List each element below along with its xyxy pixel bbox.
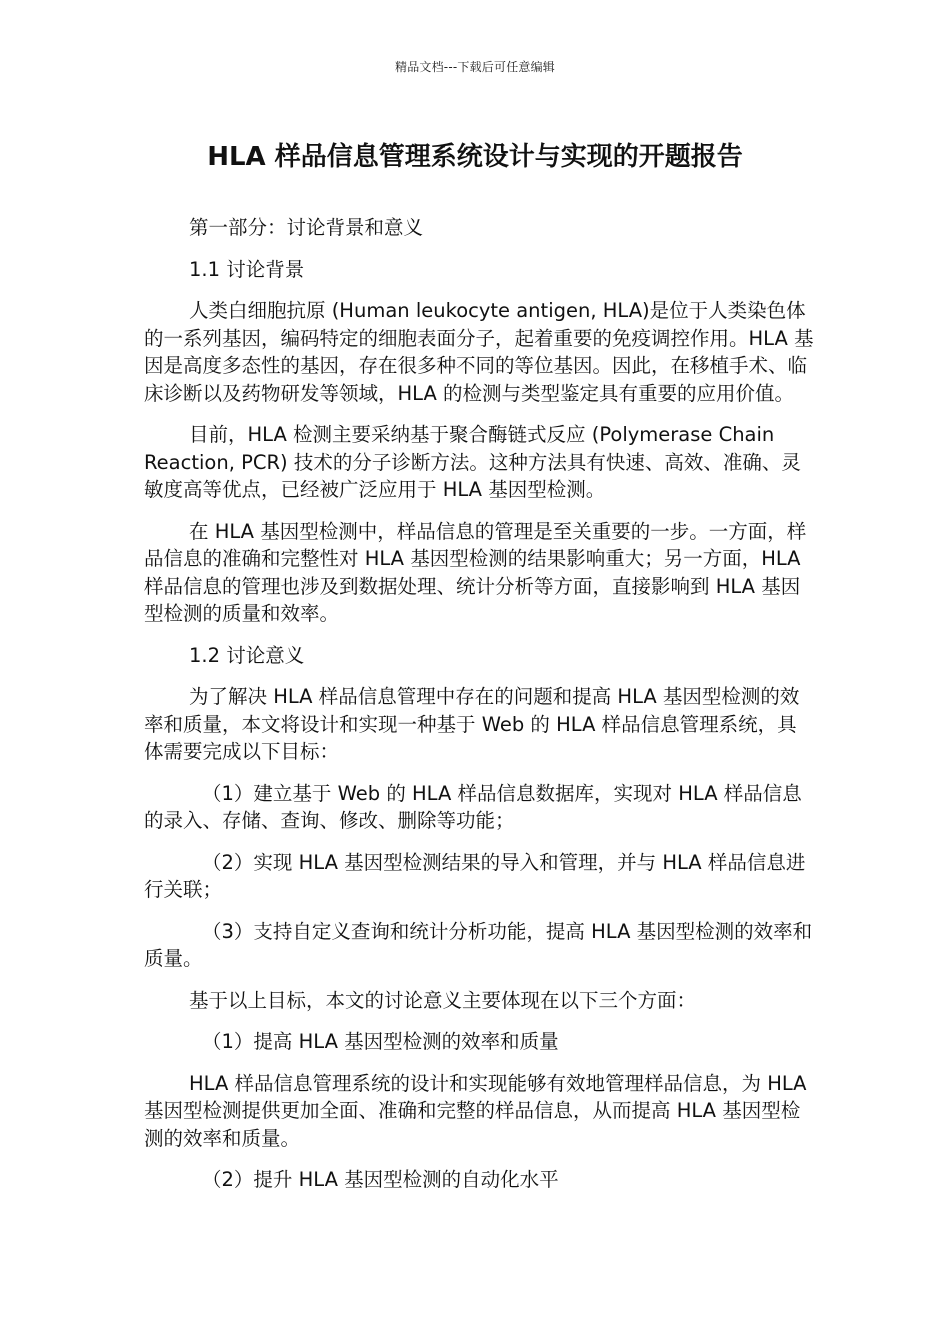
subsection-heading-background: 1.1 讨论背景 bbox=[189, 257, 305, 281]
goal-item-3: （3）支持自定义查询和统计分析功能，提高 HLA 基因型检测的效率和质量。 bbox=[144, 919, 813, 970]
document-body bbox=[144, 214, 816, 1208]
goal-item-1: （1）建立基于 Web 的 HLA 样品信息数据库，实现对 HLA 样品信息的录入、存储、查询、修改、删除等功能； bbox=[144, 781, 802, 832]
paragraph-pcr-method: 目前，HLA 检测主要采纳基于聚合酶链式反应 (Polymerase Chain Reaction, PCR) 技术的分子诊断方法。这种方法具有快速、高效、准确、灵敏度高等优点，已经被广泛应用于 HLA 基因型检测。 bbox=[144, 423, 801, 501]
paragraph-sample-management: 在 HLA 基因型检测中，样品信息的管理是至关重要的一步。一方面，样品信息的准确和完整性对 HLA 基因型检测的结果影响重大；另一方面，HLA 样品信息的管理也涉及到数据处理、统计分析等方面，直接影响到 HLA 基因型检测的质量和效率。 bbox=[144, 519, 807, 625]
page-header: 精品文档---下载后可任意编辑 bbox=[395, 60, 555, 74]
significance-item-2: （2）提升 HLA 基因型检测的自动化水平 bbox=[202, 1168, 559, 1191]
section-heading-part-one: 第一部分：讨论背景和意义 bbox=[189, 216, 424, 239]
document-title: HLA 样品信息管理系统设计与实现的开题报告 bbox=[207, 142, 743, 172]
paragraph-significance-1-detail: HLA 样品信息管理系统的设计和实现能够有效地管理样品信息，为 HLA 基因型检测提供更加全面、准确和完整的样品信息，从而提高 HLA 基因型检测的效率和质量。 bbox=[144, 1071, 807, 1150]
significance-item-1: （1）提高 HLA 基因型检测的效率和质量 bbox=[202, 1030, 559, 1053]
paragraph-goals-intro: 为了解决 HLA 样品信息管理中存在的问题和提高 HLA 基因型检测的效率和质量，本文将设计和实现一种基于 Web 的 HLA 样品信息管理系统，具体需要完成以下目标： bbox=[144, 685, 800, 763]
paragraph-hla-intro: 人类白细胞抗原 (Human leukocyte antigen, HLA)是位于人类染色体的一系列基因，编码特定的细胞表面分子，起着重要的免疫调控作用。HLA 基因是高度多态性的基因，存在很多种不同的等位基因。因此，在移植手术、临床诊断以及药物研发等领域，HLA 的检测与类型鉴定具有重要的应用价值。 bbox=[144, 299, 814, 405]
paragraph-significance-intro: 基于以上目标，本文的讨论意义主要体现在以下三个方面： bbox=[189, 988, 697, 1012]
goal-item-2: （2）实现 HLA 基因型检测结果的导入和管理，并与 HLA 样品信息进行关联； bbox=[144, 850, 806, 901]
subsection-heading-significance: 1.2 讨论意义 bbox=[189, 643, 305, 667]
